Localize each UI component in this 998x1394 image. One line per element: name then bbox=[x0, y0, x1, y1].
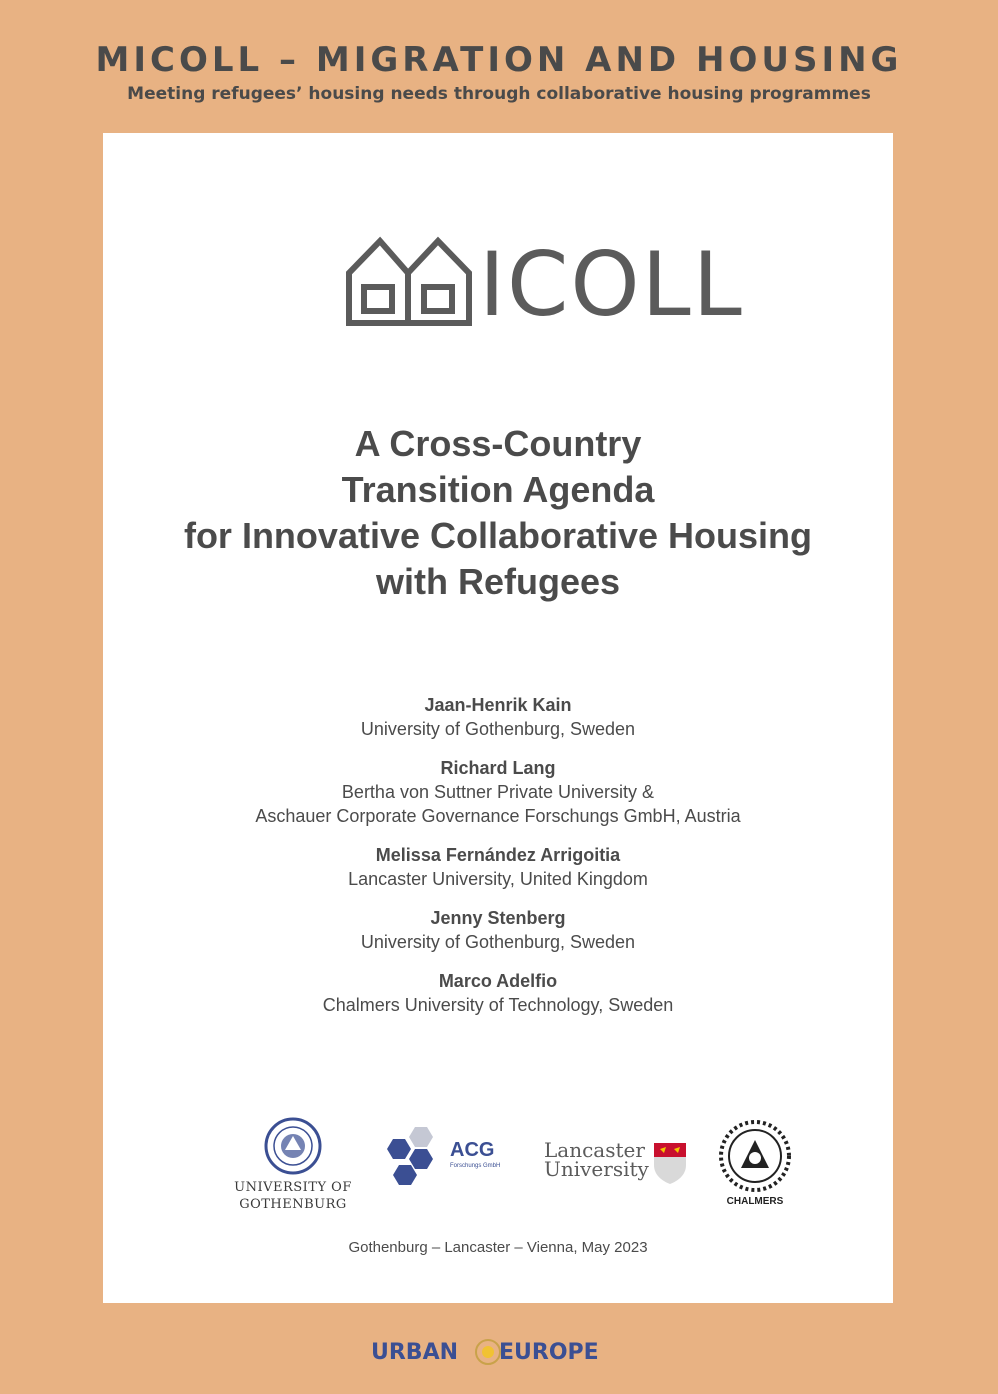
author-block bbox=[103, 756, 893, 828]
urban-text: URBAN bbox=[371, 1340, 459, 1365]
acg-logo bbox=[385, 1125, 530, 1195]
title-line: Transition Agenda bbox=[341, 469, 655, 510]
gothenburg-logo-text bbox=[228, 1179, 358, 1213]
author-name: Richard Lang bbox=[440, 758, 556, 778]
urban-europe-logo bbox=[371, 1340, 631, 1374]
document-title bbox=[103, 421, 893, 605]
author-affiliation: Chalmers University of Technology, Sweden bbox=[322, 995, 674, 1015]
lancaster-logo bbox=[544, 1138, 694, 1201]
author-block bbox=[103, 969, 893, 1017]
chalmers-logo bbox=[715, 1118, 795, 1218]
lancaster-text bbox=[544, 1138, 649, 1181]
author-name: Jaan-Henrik Kain bbox=[424, 695, 572, 715]
lancaster-line1: Lancaster bbox=[544, 1138, 645, 1162]
chalmers-emblem-icon bbox=[717, 1118, 793, 1194]
author-block bbox=[103, 843, 893, 891]
title-line: with Refugees bbox=[375, 561, 621, 602]
logo-text: ICOLL bbox=[479, 233, 744, 336]
chalmers-text: CHALMERS bbox=[726, 1196, 784, 1207]
lancaster-line2: University bbox=[544, 1157, 649, 1181]
gothenburg-seal-icon bbox=[263, 1116, 323, 1176]
author-list bbox=[103, 693, 893, 1032]
acg-text: ACG bbox=[450, 1139, 495, 1161]
author-affiliation: University of Gothenburg, Sweden bbox=[360, 932, 636, 952]
acg-subtext: Forschungs GmbH bbox=[450, 1163, 501, 1169]
header-title: MICOLL – MIGRATION AND HOUSING bbox=[95, 40, 903, 80]
header-subtitle: Meeting refugees’ housing needs through collaborative housing programmes bbox=[127, 84, 871, 104]
author-name: Melissa Fernández Arrigoitia bbox=[375, 845, 621, 865]
author-block bbox=[103, 906, 893, 954]
author-affiliation: Lancaster University, United Kingdom bbox=[348, 869, 648, 889]
author-affiliation: Aschauer Corporate Governance Forschungs GmbH, Austria bbox=[255, 806, 741, 826]
gothenburg-line1: UNIVERSITY OF bbox=[234, 1180, 352, 1195]
place-date: Gothenburg – Lancaster – Vienna, May 2023 bbox=[348, 1239, 648, 1256]
gothenburg-logo bbox=[228, 1113, 358, 1213]
author-name: Marco Adelfio bbox=[438, 971, 558, 991]
europe-text: EUROPE bbox=[499, 1340, 599, 1365]
gothenburg-line2: GOTHENBURG bbox=[239, 1197, 347, 1212]
author-affiliation: University of Gothenburg, Sweden bbox=[360, 719, 636, 739]
acg-hexagon-icon bbox=[385, 1125, 447, 1195]
author-affiliation: Bertha von Suttner Private University & bbox=[341, 782, 655, 802]
houses-icon bbox=[346, 235, 481, 330]
micoll-logo bbox=[346, 233, 744, 336]
lancaster-shield-icon bbox=[652, 1141, 688, 1185]
author-block bbox=[103, 693, 893, 741]
partner-logos bbox=[103, 1113, 893, 1223]
title-line: for Innovative Collaborative Housing bbox=[183, 515, 813, 556]
author-name: Jenny Stenberg bbox=[430, 908, 566, 928]
title-line: A Cross-Country bbox=[354, 423, 642, 464]
cover-panel bbox=[103, 133, 893, 1303]
